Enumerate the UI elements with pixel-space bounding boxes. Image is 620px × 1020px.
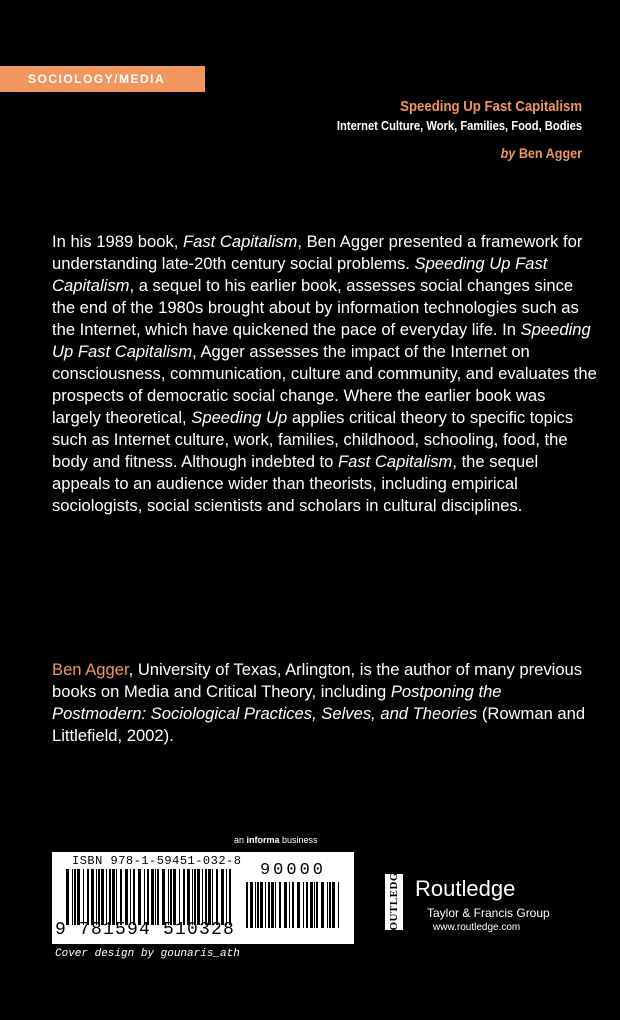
barcode-bar	[151, 869, 154, 925]
barcode-bar	[310, 882, 313, 928]
barcode-bar	[314, 882, 315, 928]
barcode-bar	[77, 869, 80, 925]
barcode-bar	[66, 869, 69, 925]
publisher-url: www.routledge.com	[433, 922, 521, 933]
barcode-bar	[306, 882, 308, 928]
barcode-bar	[125, 869, 128, 925]
book-title: Speeding Up Fast Capitalism	[400, 98, 582, 115]
barcode-bar	[116, 869, 117, 925]
by-word: by	[500, 145, 516, 161]
text-run: applies critical theory to specific topics such as Internet culture, work, families, childhood, schooling, food, the body and fitness. Although indebted to	[52, 408, 574, 471]
barcode-bar	[179, 869, 180, 925]
isbn-label: ISBN 978-1-59451-032-8	[72, 854, 242, 868]
barcode-bar	[289, 882, 290, 928]
barcode-bar	[327, 882, 328, 928]
barcode-addon-bars	[246, 882, 341, 928]
barcode-bar	[316, 882, 318, 928]
category-label: SOCIOLOGY/MEDIA	[28, 72, 166, 86]
barcode-bar	[246, 882, 248, 928]
barcode-bar	[157, 869, 159, 925]
italic-title: Speeding Up	[191, 408, 288, 427]
publisher-name: Routledge	[415, 876, 516, 901]
informa-prefix: an	[234, 835, 247, 845]
barcode-bar	[96, 869, 97, 925]
barcode-bar	[170, 869, 172, 925]
italic-title: Speeding Up Fast Capitalism	[52, 254, 548, 295]
barcode-bar	[173, 869, 176, 925]
barcode-bar	[257, 882, 259, 928]
barcode-bar	[260, 882, 263, 928]
barcode-bar	[279, 882, 281, 928]
barcode-bar	[183, 869, 185, 925]
barcode-bar	[120, 869, 122, 925]
barcode-box	[52, 852, 354, 944]
barcode-bar	[98, 869, 100, 925]
barcode-bar	[297, 882, 300, 928]
barcode-bar	[155, 869, 156, 925]
barcode-bar	[303, 882, 304, 928]
barcode-bar	[284, 882, 287, 928]
barcode-bar	[138, 869, 141, 925]
barcode-bar	[205, 869, 207, 925]
barcode-bar	[229, 869, 231, 925]
publisher-logo	[375, 864, 585, 940]
author-name: Ben Agger	[518, 145, 582, 161]
barcode-bar	[329, 882, 331, 928]
barcode-bar	[192, 869, 193, 925]
book-author	[325, 143, 582, 163]
title-block	[297, 97, 582, 163]
barcode-bar	[144, 869, 145, 925]
barcode-addon-digits: 90000	[259, 861, 326, 880]
category-tab	[0, 66, 205, 92]
text-run: , the sequel appeals to an audience wider than theorists, including empirical sociologists, social scientists and scholars in cultural disciplines.	[52, 452, 539, 515]
italic-title: Speeding Up Fast Capitalism	[52, 320, 591, 361]
book-blurb	[52, 231, 597, 517]
barcode-bar	[83, 869, 84, 925]
barcode-bar	[109, 869, 111, 925]
text-run: , Ben Agger presented a framework for understanding late-20th century social problems.	[52, 232, 583, 273]
barcode-bar	[212, 869, 213, 925]
italic-title: Postponing the Postmodern: Sociological Practices, Selves, and Theories	[52, 682, 502, 723]
barcode-bar	[168, 869, 169, 925]
barcode-bar	[162, 869, 165, 925]
text-run: , Agger assesses the impact of the Internet on consciousness, communication, culture and community, and evaluates the prospects of democratic social change. Where the earlier book was largely theoretical,	[52, 342, 597, 427]
barcode-bar	[91, 869, 94, 925]
barcode-bar	[338, 882, 339, 928]
barcode-bar	[197, 869, 200, 925]
barcode-bar	[268, 882, 270, 928]
italic-title: Fast Capitalism	[338, 452, 453, 471]
barcode-bar	[87, 869, 89, 925]
barcode-bar	[216, 869, 218, 925]
barcode-bar	[202, 869, 203, 925]
barcode-bar	[130, 869, 131, 925]
barcode-bar	[74, 869, 76, 925]
publisher-group: Taylor & Francis Group	[427, 906, 550, 920]
book-subtitle: Internet Culture, Work, Families, Food, Bodies	[336, 118, 582, 133]
cover-design-credit: Cover design by gounaris_ath	[55, 948, 240, 960]
text-run: , a sequel to his earlier book, assesses social changes since the end of the 1980s brought about by information technologies such as the Internet, which have quickened the pace of everyday life. In	[52, 276, 579, 339]
barcode-bar	[250, 882, 253, 928]
barcode-bar	[194, 869, 196, 925]
italic-title: Fast Capitalism	[183, 232, 298, 251]
barcode-bar	[221, 869, 224, 925]
barcode-bar	[271, 882, 274, 928]
barcode-bar	[255, 882, 256, 928]
barcode-bar	[133, 869, 135, 925]
informa-brand: informa	[246, 835, 280, 845]
informa-suffix: business	[279, 835, 318, 845]
barcode-bar	[112, 869, 115, 925]
barcode-bar	[187, 869, 190, 925]
informa-business-label	[234, 835, 318, 845]
author-bio	[52, 659, 597, 747]
barcode-bar	[106, 869, 107, 925]
text-run: In his 1989 book,	[52, 232, 183, 251]
text-run: , University of Texas, Arlington, is the author of many previous books on Media and Critical Theory, including	[52, 660, 583, 701]
text-run: (Rowman and Littlefield, 2002).	[52, 704, 586, 745]
barcode-bar	[72, 869, 73, 925]
barcode-bar	[208, 869, 211, 925]
barcode-bar	[332, 882, 335, 928]
barcode-bar	[265, 882, 266, 928]
barcode-bar	[292, 882, 294, 928]
routledge-mark-icon: ROUTLEDGE	[385, 874, 403, 930]
barcode-bar	[321, 882, 324, 928]
barcode-bar	[101, 869, 104, 925]
barcode-bar	[275, 882, 276, 928]
author-name-highlight: Ben Agger	[52, 660, 129, 679]
ean-digits: 9 781594 510328	[55, 920, 236, 940]
barcode-bars	[66, 869, 236, 925]
barcode-bar	[147, 869, 149, 925]
barcode-bar	[226, 869, 227, 925]
